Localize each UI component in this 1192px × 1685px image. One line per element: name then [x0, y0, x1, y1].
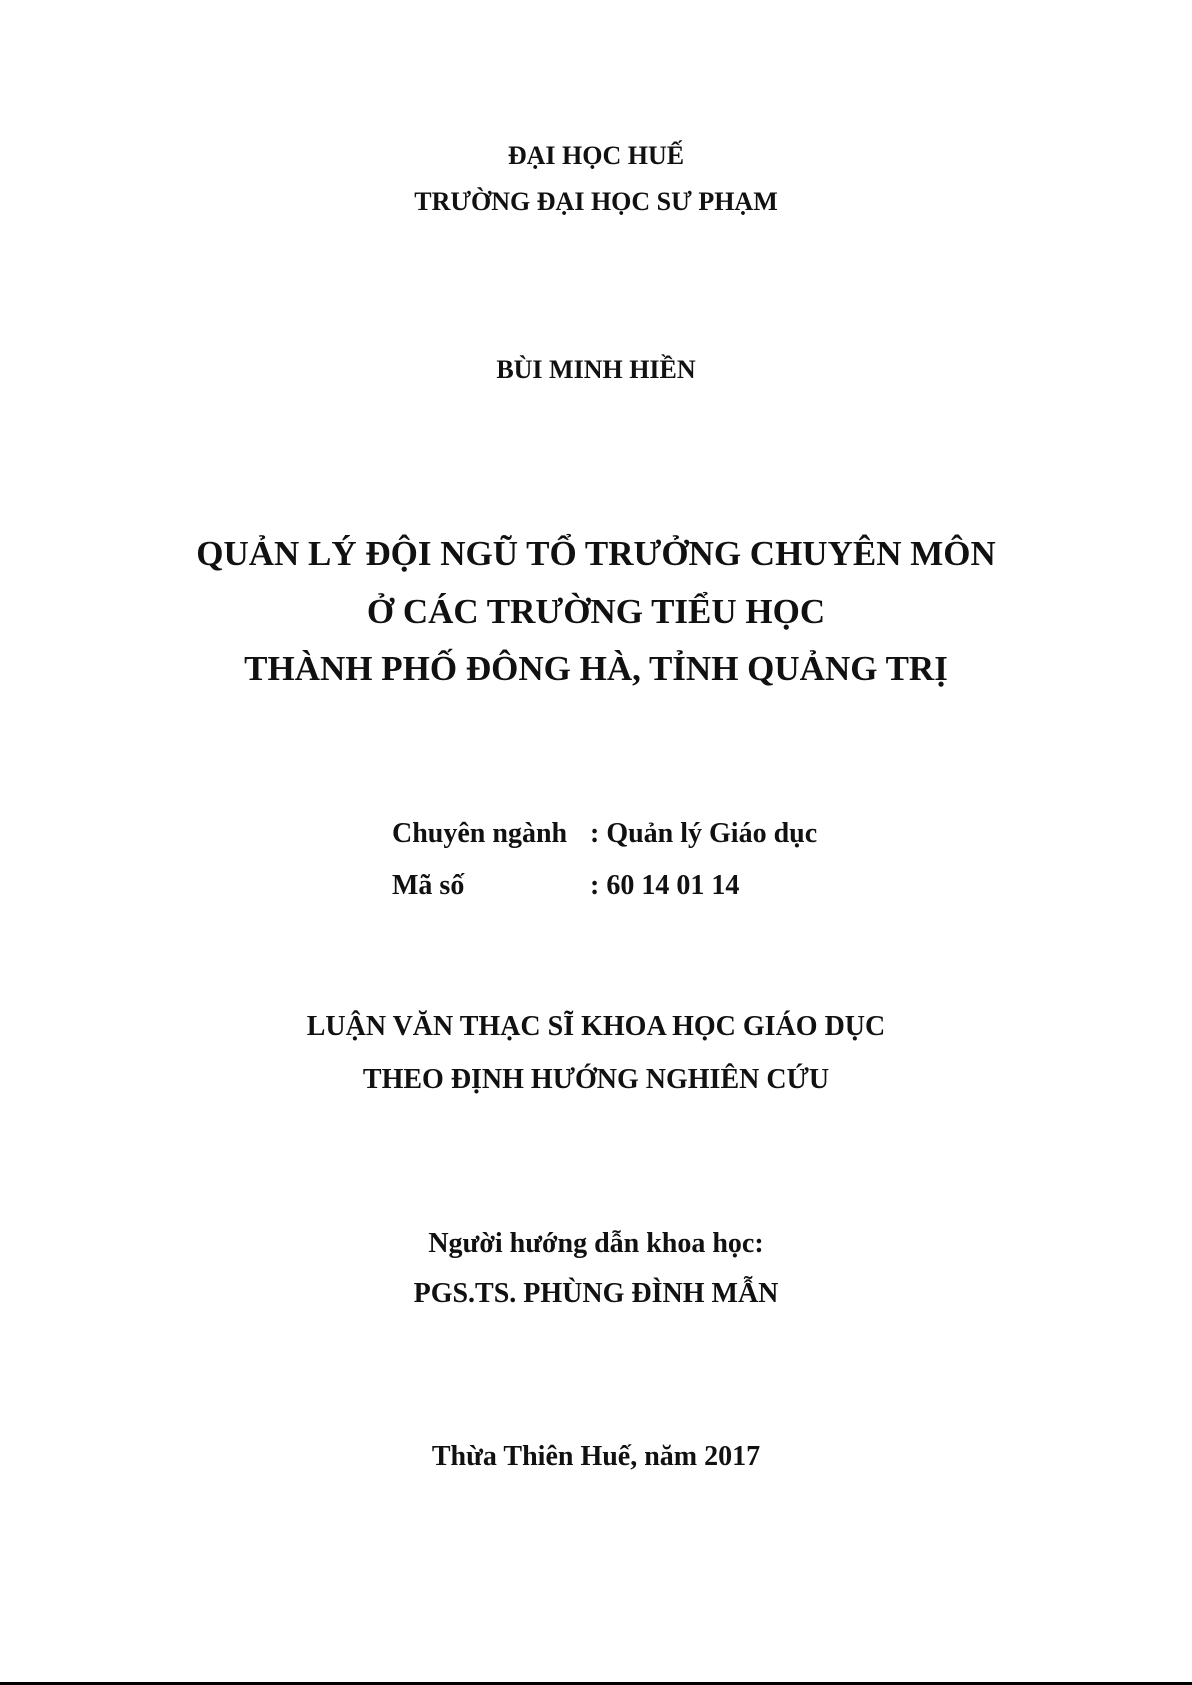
thesis-title-line-2: Ở CÁC TRƯỜNG TIỂU HỌC [366, 592, 826, 631]
thesis-title-line-3: THÀNH PHỐ ĐÔNG HÀ, TỈNH QUẢNG TRỊ [244, 649, 948, 688]
major-label: Chuyên ngành [392, 818, 568, 849]
code-label: Mã số [392, 870, 465, 901]
code-value: : 60 14 01 14 [590, 870, 740, 901]
supervisor-name: PGS.TS. PHÙNG ĐÌNH MẪN [413, 1278, 779, 1309]
major-row [392, 820, 817, 848]
code-row [392, 872, 739, 900]
place-and-year: Thừa Thiên Huế, năm 2017 [431, 1441, 761, 1472]
university-name: ĐẠI HỌC HUẾ [507, 141, 685, 170]
major-value: : Quản lý Giáo dục [590, 818, 818, 849]
degree-line-1: LUẬN VĂN THẠC SĨ KHOA HỌC GIÁO DỤC [306, 1011, 886, 1042]
school-name: TRƯỜNG ĐẠI HỌC SƯ PHẠM [414, 187, 778, 216]
supervisor-label: Người hướng dẫn khoa học: [428, 1228, 764, 1259]
author-name: BÙI MINH HIỀN [496, 355, 696, 384]
degree-line-2: THEO ĐỊNH HƯỚNG NGHIÊN CỨU [362, 1064, 830, 1095]
thesis-title-line-1: QUẢN LÝ ĐỘI NGŨ TỔ TRƯỞNG CHUYÊN MÔN [196, 534, 996, 573]
